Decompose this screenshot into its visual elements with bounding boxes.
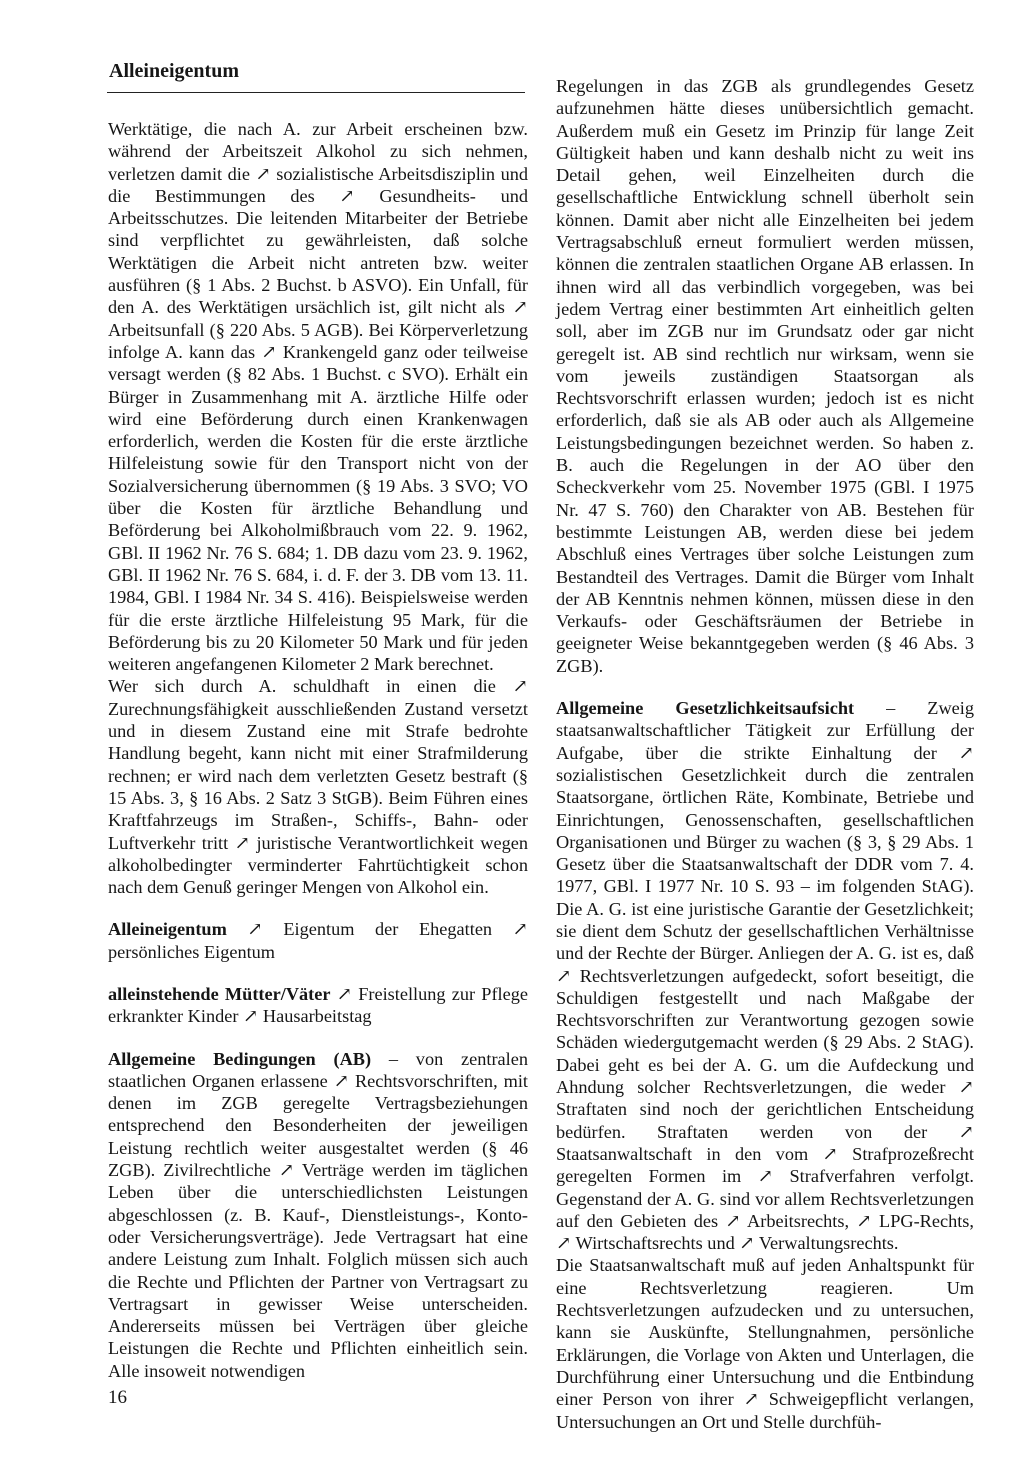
lemma-alleineigentum: Alleineigentum — [108, 919, 227, 940]
page-number: 16 — [108, 1387, 127, 1408]
entry-alleinstehende — [108, 983, 528, 1028]
entry-allgemeine-bedingungen-text: – von zentralen staatlichen Organen erlassene ↗ Rechtsvorschriften, mit denen im ZGB geregelte Vertragsbeziehungen entsprechend den Besonderheiten der jeweiligen Leistung rechtlich weiter ausgestaltet werden (§ 46 ZGB). Zivilrechtliche ↗ Verträge werden im täglichen Leben über die unterschiedlichsten Leistungen abgeschlossen (z. B. Kauf-, Dienstleistungs-, Konto- oder Versicherungsverträge). Jede Vertragsart hat eine andere Leistung zum Inhalt. Folglich müssen sich auch die Rechte und Pflichten der Partner von Vertragsart zu Vertragsart in gewisser Weise unterscheiden. Andererseits müssen bei Verträgen über gleiche Leistungen die Rechte und Pflichten einheitlich sein. Alle insoweit notwendigen — [108, 1048, 528, 1381]
left-column — [108, 118, 528, 1382]
lemma-alleinstehende: alleinstehende Mütter/Väter — [108, 983, 331, 1004]
right-column — [556, 75, 974, 1433]
aufsicht-paragraph-2: Die Staatsanwaltschaft muß auf jeden Anhaltspunkt für eine Rechtsverletzung reagieren. Um Rechtsverletzungen aufzudecken und zu untersuchen, kann sie Auskünfte, Stellungnahmen, persönliche Erklärungen, die Vorlage von Akten und Unterlagen, die Durchführung einer Untersuchung und die Entbindung einer Person von ihrer ↗ Schweigepflicht verlangen, Untersuchungen an Ort und Stelle durchfüh- — [556, 1255, 974, 1432]
lemma-gesetzlichkeitsaufsicht: Allgemeine Gesetzlichkeitsaufsicht — [556, 698, 855, 719]
entry-alleinstehende-text: ↗ Freistellung zur Pflege erkrankter Kinder ↗ Hausarbeitstag — [108, 983, 529, 1027]
entry-gesetzlichkeitsaufsicht — [556, 697, 974, 1254]
alcohol-paragraph-1: Werktätige, die nach A. zur Arbeit erscheinen bzw. während der Arbeitszeit Alkohol zu sich nehmen, verletzen damit die ↗ sozialistische Arbeitsdisziplin und die Bestimmungen des ↗ Gesundheits- und Arbeitsschutzes. Die leitenden Mitarbeiter der Betriebe sind verpflichtet zu gewährleisten, daß solche Werktätigen die Arbeit nicht antreten bzw. weiter ausführen (§ 1 Abs. 2 Buchst. b ASVO). Ein Unfall, für den A. des Werktätigen ursächlich ist, gilt nicht als ↗ Arbeitsunfall (§ 220 Abs. 5 AGB). Bei Körperverletzung infolge A. kann das ↗ Krankengeld ganz oder teilweise versagt werden (§ 82 Abs. 1 Buchst. c SVO). Erhält ein Bürger in Zusammenhang mit A. ärztliche Hilfe oder wird eine Beförderung durch einen Krankenwagen erforderlich, werden die Kosten für die erste ärztliche Hilfeleistung sowie für den Transport nicht von der Sozialversicherung übernommen (§ 19 Abs. 3 SVO; VO über die Kosten für ärztliche Behandlung und Beförderung bei Alkoholmißbrauch vom 22. 9. 1962, GBl. II 1962 Nr. 76 S. 684; 1. DB dazu vom 23. 9. 1962, GBl. II 1962 Nr. 76 S. 684, i. d. F. der 3. DB vom 13. 11. 1984, GBl. I 1984 Nr. 34 S. 416). Beispielsweise werden für die erste ärztliche Hilfeleistung 95 Mark, für die Beförderung bis zu 20 Kilometer 50 Mark und für jeden weiteren angefangenen Kilometer 2 Mark berechnet. — [108, 119, 528, 675]
entry-alleineigentum — [108, 918, 528, 963]
lemma-allgemeine-bedingungen: Allgemeine Bedingungen (AB) — [108, 1048, 372, 1069]
entry-allgemeine-bedingungen — [108, 1048, 528, 1382]
ab-continued-paragraph: Regelungen in das ZGB als grundlegendes Gesetz aufzunehmen hätte dieses unübersichtlich gemacht. Außerdem muß ein Gesetz im Prinzip für lange Zeit Gültigkeit haben und kann deshalb nicht zu weit ins Detail gehen, weil Einzelheiten durch die gesellschaftliche Entwicklung schnell überholt sein können. Damit aber nicht alle Einzelheiten bei jedem Vertragsabschluß erneut formuliert werden müssen, können die zentralen staatlichen Organe AB erlassen. In ihnen wird all das verbindlich vorgegeben, was bei jedem Vertrag einer bestimmten Art einheitlich gelten soll, aber im ZGB nur im Grundsatz oder gar nicht geregelt ist. AB sind rechtlich nur wirksam, wenn sie vom jeweils zuständigen Staatsorgan als Rechtsvorschrift erlassen wurden; jedoch ist es nicht erforderlich, daß sie als AB oder auch als Allgemeine Leistungsbedingungen bezeichnet werden. So haben z. B. auch die Regelungen in der AO über den Scheckverkehr vom 25. November 1975 (GBl. I 1975 Nr. 47 S. 760) den Charakter von AB. Bestehen für bestimmte Leistungen AB, werden diese bei jedem Abschluß eines Vertrages über solche Leistungen zum Bestandteil des Vertrages. Damit die Bürger vom Inhalt der AB Kenntnis nehmen können, müssen diese in den Verkaufs- oder Geschäftsräumen der Betriebe in geeigneter Weise bekanntgegeben werden (§ 46 Abs. 3 ZGB). — [556, 76, 974, 676]
entry-alleineigentum-text: ↗ Eigentum der Ehegatten ↗ persönliches Eigentum — [108, 919, 528, 962]
entry-gesetzlichkeitsaufsicht-text: – Zweig staatsanwaltschaftlicher Tätigkeit zur Erfüllung der Aufgabe, über die strikte Einhaltung der ↗ sozialistischen Gesetzlichkeit durch die zentralen Staatsorgane, örtlichen Räte, Kombinate, Betriebe und Einrichtungen, Genossenschaften, gesellschaftlichen Organisationen und Bürger zu wachen (§ 3, § 29 Abs. 1 Gesetz über die Staatsanwaltschaft der DDR vom 7. 4. 1977, GBl. I 1977 Nr. 10 S. 93 – im folgenden StAG). Die A. G. ist eine juristische Garantie der Gesetzlichkeit; sie dient dem Schutz der gesellschaftlichen Verhältnisse und der Rechte der Bürger. Anliegen der A. G. ist es, daß ↗ Rechtsverletzungen aufgedeckt, sofort beseitigt, die Schuldigen festgestellt und nach Maßgabe der Rechtsvorschriften zur Verantwortung gezogen sowie Schäden wiedergutgemacht werden (§ 29 Abs. 2 StAG). Dabei geht es bei der A. G. um die Aufdeckung und Ahndung solcher Rechtsverletzungen, die weder ↗ Straftaten sind noch der gerichtlichen Entscheidung bedürfen. Straftaten werden von der ↗ Staatsanwaltschaft in den vom ↗ Strafprozeßrecht geregelten Formen im ↗ Strafverfahren verfolgt. Gegenstand der A. G. sind vor allem Rechtsverletzungen auf den Gebieten des ↗ Arbeitsrechts, ↗ LPG-Rechts, ↗ Wirtschaftsrechts und ↗ Verwaltungsrechts. — [556, 698, 974, 1254]
alcohol-paragraph-2: Wer sich durch A. schuldhaft in einen die ↗ Zurechnungsfähigkeit ausschließenden Zustand versetzt und in diesem Zustand eine mit Strafe bedrohte Handlung begeht, kann nicht mit einer Strafmilderung rechnen; er wird nach dem verletzten Gesetz bestraft (§ 15 Abs. 3, § 16 Abs. 2 Satz 3 StGB). Beim Führen eines Kraftfahrzeugs im Straßen-, Schiffs-, Bahn- oder Luftverkehr tritt ↗ juristische Verantwortlichkeit wegen alkoholbedingter verminderter Fahrtüchtigkeit schon nach dem Genuß geringer Mengen von Alkohol ein. — [108, 676, 528, 898]
header-rule — [107, 92, 525, 93]
running-head-title: Alleineigentum — [109, 60, 239, 82]
